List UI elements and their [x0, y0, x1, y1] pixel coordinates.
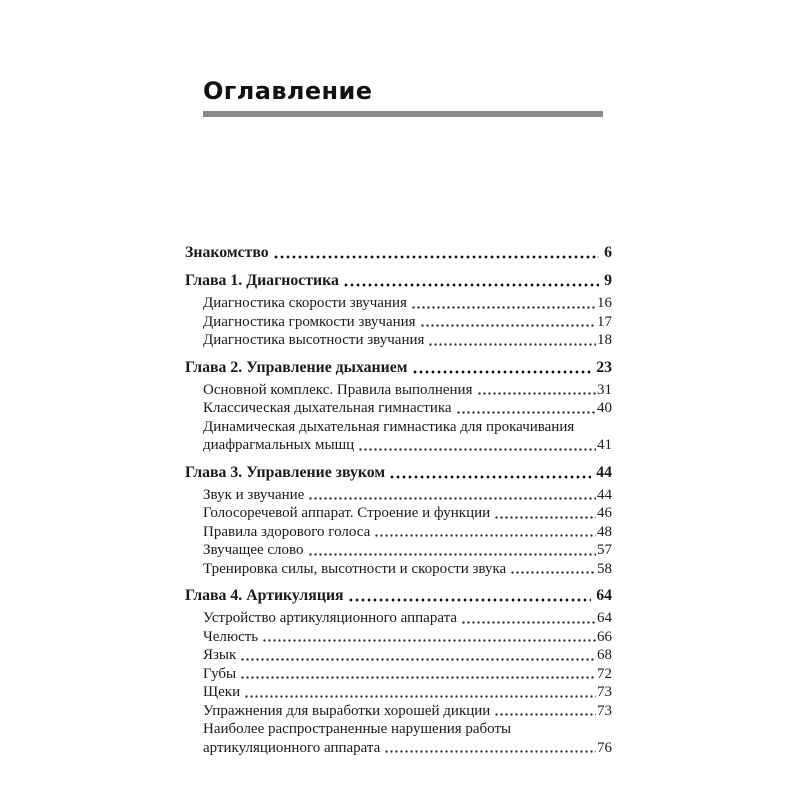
dot-leader [412, 358, 592, 378]
toc-entry [185, 504, 612, 523]
toc-entry-row [203, 504, 612, 523]
toc-entry-text: Глава 1. Диагностика [185, 272, 339, 289]
toc-entry-row [203, 646, 612, 665]
dot-leader [343, 271, 599, 291]
dot-leader [374, 523, 596, 542]
page-number: 57 [597, 542, 612, 558]
page-number: 44 [596, 463, 612, 481]
toc-entry [185, 486, 612, 505]
dot-leader [308, 486, 596, 505]
toc-entry-row [203, 665, 612, 684]
toc-list [185, 243, 612, 757]
toc-entry-row [185, 463, 612, 483]
toc-entry-text: Глава 4. Артикуляция [185, 587, 344, 604]
toc-entry [185, 381, 612, 400]
page-number: 72 [597, 665, 612, 682]
dot-leader [348, 586, 592, 606]
toc-entry [185, 243, 612, 263]
toc-entry-row [203, 436, 612, 455]
page-number: 44 [597, 486, 612, 503]
toc-entry [185, 541, 612, 560]
page-number: 64 [597, 610, 612, 626]
page-number: 16 [597, 295, 612, 311]
toc-entry-text: Язык [203, 647, 237, 663]
dot-leader [358, 436, 596, 455]
page-number: 46 [597, 505, 612, 521]
toc-entry-text: артикуляционного аппарата [203, 739, 381, 756]
toc-entry [185, 331, 612, 350]
toc-entry-row [203, 702, 612, 721]
page-number: 48 [597, 523, 612, 540]
toc-entry-text: Звук и звучание [203, 486, 305, 503]
page-number: 23 [596, 358, 612, 376]
toc-entry [185, 609, 612, 628]
toc-entry-text: Голосоречевой аппарат. Строение и функции [203, 505, 491, 521]
toc-entry-text: Диагностика скорости звучания [203, 295, 407, 311]
toc-entry [185, 358, 612, 378]
toc-entry [185, 560, 612, 579]
toc-entry-text: Правила здорового голоса [203, 523, 371, 540]
page-number: 6 [604, 244, 612, 261]
toc-entry-text: Диагностика громкости звучания [203, 313, 416, 330]
toc-entry-text: Упражнения для выработки хорошей дикции [203, 702, 491, 719]
toc-entry [185, 399, 612, 418]
toc-entry-text: Устройство артикуляционного аппарата [203, 610, 458, 626]
toc-entry-row [203, 541, 612, 560]
toc-entry-row [185, 271, 612, 291]
toc-entry-text: Диагностика высотности звучания [203, 332, 425, 348]
page-number: 9 [604, 272, 612, 289]
page-number: 58 [597, 560, 612, 577]
toc-entry-text: Глава 2. Управление дыханием [185, 358, 408, 376]
toc-entry-row [203, 523, 612, 542]
toc-entry [185, 294, 612, 313]
toc-entry-row [203, 560, 612, 579]
toc-entry-text: Губы [203, 665, 237, 682]
title-rule-divider [203, 111, 603, 117]
toc-entry-text: диафрагмальных мышц [203, 437, 355, 453]
toc-entry-row [203, 399, 612, 418]
toc-entry [185, 646, 612, 665]
toc-entry-row [203, 381, 612, 400]
dot-leader [456, 399, 596, 418]
dot-leader [389, 463, 591, 483]
toc-entry-row [203, 486, 612, 505]
toc-entry-text: Динамическая дыхательная гимнастика для прокачивания [203, 418, 575, 435]
dot-leader [494, 504, 596, 523]
dot-leader [244, 683, 596, 702]
page-number: 31 [597, 381, 612, 398]
toc-entry-row [203, 628, 612, 647]
toc-entry-row [203, 683, 612, 702]
dot-leader [494, 702, 596, 721]
dot-leader [240, 646, 596, 665]
toc-entry-row [203, 294, 612, 313]
toc-entry-text: Наиболее распространенные нарушения работы [203, 721, 512, 737]
page-number: 73 [597, 702, 612, 719]
toc-entry-row [185, 243, 612, 263]
dot-leader [240, 665, 596, 684]
page-number: 66 [597, 628, 612, 645]
toc-entry [185, 683, 612, 702]
page-number: 40 [597, 400, 612, 416]
page-number: 73 [597, 684, 612, 700]
toc-entry-row [203, 313, 612, 332]
toc-entry-row [185, 358, 612, 378]
toc-entry [185, 628, 612, 647]
dot-leader [262, 628, 596, 647]
toc-entry-text: Глава 3. Управление звуком [185, 463, 386, 481]
toc-entry [185, 523, 612, 542]
toc-entry-text: Звучащее слово [203, 542, 304, 558]
toc-entry [185, 586, 612, 606]
toc-entry-text: Тренировка силы, высотности и скорости звука [203, 560, 507, 577]
toc-entry [185, 418, 612, 455]
page-title: Оглавление [203, 77, 373, 105]
toc-entry-row [185, 586, 612, 606]
page-number: 64 [596, 587, 612, 604]
toc-entry [185, 313, 612, 332]
dot-leader [428, 331, 596, 350]
toc-entry [185, 665, 612, 684]
page-number: 76 [597, 739, 612, 756]
dot-leader [308, 541, 596, 560]
toc-entry-row [203, 609, 612, 628]
dot-leader [273, 243, 599, 263]
toc-entry-text: Щеки [203, 684, 241, 700]
dot-leader [384, 739, 596, 758]
page-number: 41 [597, 437, 612, 453]
dot-leader [461, 609, 596, 628]
toc-entry-row [203, 739, 612, 758]
toc-entry-text: Челюсть [203, 628, 259, 645]
toc-entry-text: Знакомство [185, 244, 269, 261]
page-number: 68 [597, 647, 612, 663]
dot-leader [477, 381, 597, 400]
dot-leader [420, 313, 596, 332]
page-number: 17 [597, 313, 612, 330]
toc-header [203, 78, 603, 117]
page-number: 18 [597, 332, 612, 348]
toc-entry [185, 702, 612, 721]
toc-entry-text: Основной комплекс. Правила выполнения [203, 381, 473, 398]
dot-leader [510, 560, 596, 579]
toc-entry [185, 463, 612, 483]
dot-leader [411, 294, 596, 313]
toc-entry [185, 720, 612, 757]
toc-entry [185, 271, 612, 291]
toc-entry-row [203, 331, 612, 350]
toc-entry-text: Классическая дыхательная гимнастика [203, 400, 452, 416]
